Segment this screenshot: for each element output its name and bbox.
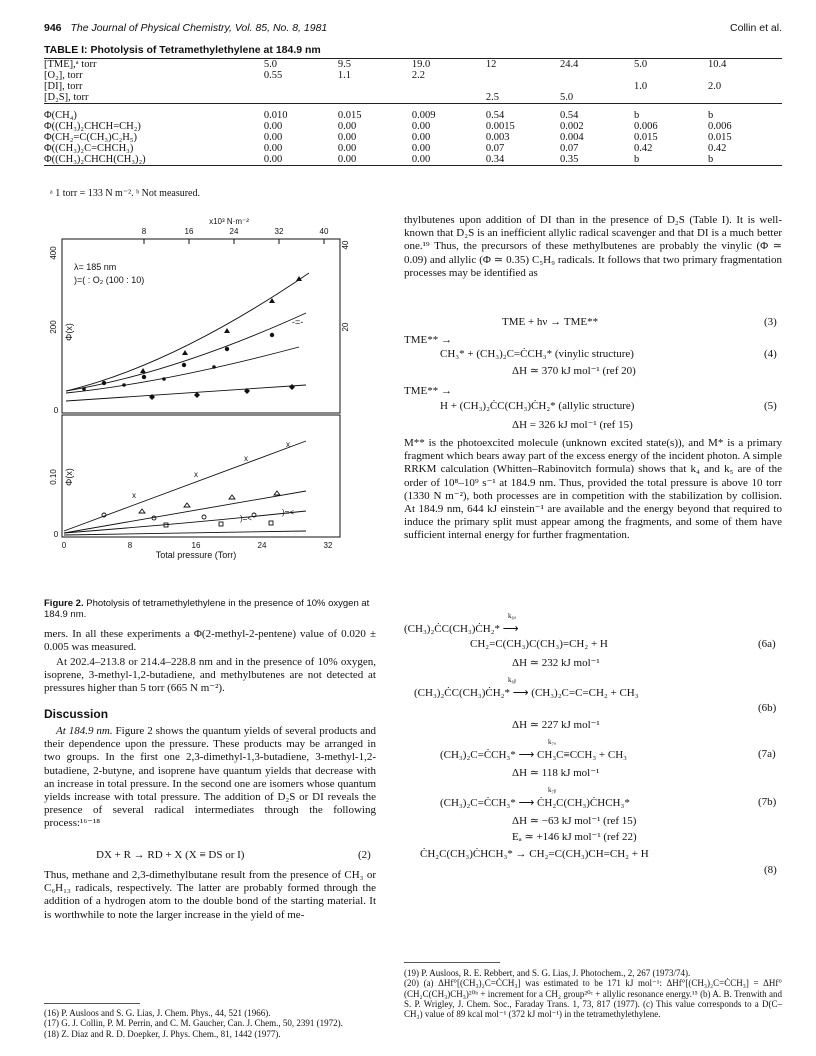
table-cell xyxy=(634,70,708,81)
table-cell xyxy=(708,92,782,104)
top-tick: 32 xyxy=(274,227,284,236)
table-cell xyxy=(560,81,634,92)
equation-6b-number: (6b) xyxy=(758,702,777,714)
right-para-2: M** is the photoexcited molecule (unknown excited state(s)), and M* is a primary fragment which bears away part of the excess energy of the incident photon. A simple RRKM calculation (Whitten–Rabinovitch formula) shows that k₄ and k₅ are of the order of 10⁸–10⁹ s⁻¹ at 184.9 nm. Thus, provided the total pressure is above 10 torr (1330 N m⁻²), both processes are in competition with the stabilization by collision. At 184.9 nm, 644 kJ einstein⁻¹ are available and the energy beyond that required to induce the primary split must appear among the fragments, and some of them have sufficient internal energy for further fragmentation. xyxy=(404,437,782,542)
equation-6a-rate: k₆ₐ xyxy=(508,612,516,620)
table-cell: 0.54 xyxy=(485,110,505,121)
table-cell: 0.35 xyxy=(559,154,579,165)
table-cell: 0.07 xyxy=(559,143,579,154)
upper-y-label: Φ(x) xyxy=(64,323,74,341)
table-cell xyxy=(560,70,634,81)
equation-7b-number: (7b) xyxy=(758,796,777,808)
table-cell: 0.006 xyxy=(633,121,658,132)
table-cell: 2.0 xyxy=(707,81,722,92)
svg-text:x: x xyxy=(244,454,248,463)
row-label: Φ((CH₃)₂CHCH(CH₃)₂) xyxy=(44,154,146,165)
table-cell xyxy=(486,70,560,81)
bottom-tick: 24 xyxy=(257,541,267,550)
table-row xyxy=(44,154,782,166)
row-label: Φ(CH₄) xyxy=(44,110,77,121)
lower-curve-1 xyxy=(64,441,306,531)
top-axis-unit: x10³ N·m⁻² xyxy=(209,217,249,226)
upper-left-tick: 0 xyxy=(53,406,59,415)
right-para-1: thylbutenes upon addition of DI than in the presence of D₂S (Table I). It is well-known that D₂S is an inefficient allylic radical scavenger and that DI is a much better one.¹⁹ Thus, the precursors of these methylbutenes are probably the vinylic (Φ ≃ 0.09) and allylic (Φ ≃ 0.35) C₅H₉ radicals. It follows that two primary fragmentation processes may be identified as xyxy=(404,214,782,279)
equation-8: ĊH₂C(CH₃)ĊHCH₃* → CH₂=C(CH₃)CH=CH₂ + H xyxy=(420,848,649,860)
svg-text:x: x xyxy=(286,440,290,449)
bottom-tick: 8 xyxy=(127,541,133,550)
equation-7a: (CH₃)₂C=ĊCH₃* ⟶ CH₃C≡CCH₃ + CH₃ xyxy=(440,749,627,761)
upper-right-tick: 40 xyxy=(341,240,350,250)
table-cell: 5.0 xyxy=(633,59,648,70)
equation-7b-enthalpy: ΔH ≃ −63 kJ mol⁻¹ (ref 15) xyxy=(512,815,637,827)
top-tick: 24 xyxy=(229,227,239,236)
lower-curve-4 xyxy=(64,531,306,535)
table-cell: 0.00 xyxy=(337,154,357,165)
table-cell: 0.34 xyxy=(485,154,505,165)
table-cell: 0.015 xyxy=(707,132,732,143)
table-cell: 5.0 xyxy=(263,59,277,70)
reference-16: (16) P. Ausloos and S. G. Lias, J. Chem. Phys., 44, 521 (1966). xyxy=(44,1008,271,1018)
equation-5-lhs: TME** → xyxy=(404,385,452,397)
top-tick: 40 xyxy=(319,227,329,236)
lower-left-tick: 0 xyxy=(53,530,59,539)
equation-6a-enthalpy: ΔH ≃ 232 kJ mol⁻¹ xyxy=(512,657,600,669)
upper-legend-wavelength: λ= 185 nm xyxy=(74,262,117,272)
bottom-tick: 32 xyxy=(323,541,333,550)
left-para-3-lead: At 184.9 nm. xyxy=(56,725,113,737)
table-cell: 0.006 xyxy=(707,121,732,132)
table-cell: 0.42 xyxy=(707,143,727,154)
left-references xyxy=(44,1008,376,1039)
svg-text:-=-: -=- xyxy=(292,317,304,327)
table-cell xyxy=(412,81,486,92)
equation-7a-number: (7a) xyxy=(758,748,776,760)
reference-20: (20) (a) ΔHf°[(CH₃)₂C=ĊCH₃] was estimated to be 171 kJ mol⁻¹: ΔHf°[(CH₃)₂C=ĊCH₃] = ΔHf°(CH₂C(CH₃)CH₃)²⁰ᵇ + increment for a CH₂ group²⁰ᶜ + allylic resonance energy.¹⁵ (b) A. B. Trenwith and S. P. Wrigley, J. Chem. Soc., Faraday Trans. 1, 73, 817 (1977). (c) This value corresponds to a D(C–CH₃) value of 89 kcal mol⁻¹ (372 kJ mol⁻¹) in the tetramethylethylene. xyxy=(404,978,782,1020)
equation-2: DX + R → RD + X (X ≡ DS or I) xyxy=(96,849,245,861)
table-cell: 0.00 xyxy=(411,143,431,154)
svg-text:)=<: )=< xyxy=(282,508,295,517)
table-cell xyxy=(708,70,782,81)
table-cell xyxy=(412,92,486,104)
upper-right-tick: 20 xyxy=(341,322,350,332)
table-cell: 0.00 xyxy=(263,154,283,165)
footnote-rule-right xyxy=(404,962,500,963)
table-cell: 1.0 xyxy=(633,81,648,92)
table-cell: 0.015 xyxy=(337,110,362,121)
equation-6a-rhs: CH₂=C(CH₃)C(CH₃)=CH₂ + H xyxy=(470,638,608,650)
equation-7b-rate: k₇ᵦ xyxy=(548,786,556,794)
x-axis-label: Total pressure (Torr) xyxy=(155,550,237,560)
table-cell: 0.015 xyxy=(633,132,658,143)
upper-curve-4 xyxy=(66,385,306,401)
table-cell: 0.55 xyxy=(263,70,283,81)
equation-8-number: (8) xyxy=(764,864,777,876)
running-authors: Collin et al. xyxy=(730,22,782,34)
table-footnote: ᵃ 1 torr = 133 N m⁻². ᵇ Not measured. xyxy=(50,188,200,199)
table-cell: 0.010 xyxy=(263,110,288,121)
reference-19: (19) P. Ausloos, R. E. Rebbert, and S. G. Lias, J. Photochem., 2, 267 (1973/74). xyxy=(404,968,691,978)
equation-5-rhs: H + (CH₃)₂ĊC(CH₃)ĊH₂* (allylic structure) xyxy=(440,400,635,412)
top-tick: 8 xyxy=(141,227,147,236)
table-cell: 5.0 xyxy=(559,92,574,103)
equation-7a-enthalpy: ΔH ≃ 118 kJ mol⁻¹ xyxy=(512,767,600,779)
table-cell: b xyxy=(707,154,714,165)
table-cell: 0.00 xyxy=(411,132,431,143)
left-para-3-body: Figure 2 shows the quantum yields of several products and their dependence upon the pressure. These products may be arranged in two groups. In the first one 2,3-dimethyl-1,3-butadiene, 3-methyl-1,2-butadiene, 2-butyne, and isoprene have quantum yields that decrease with an increase in total pressure. In the second one are isomers whose quantum yields increase with total pressure. The addition of D₂S or DI reveals the presence of several radical intermediates through the following process:¹⁶⁻¹⁸ xyxy=(44,725,376,830)
upper-left-tick: 200 xyxy=(49,320,58,334)
right-references xyxy=(404,968,782,1019)
table-photolysis xyxy=(44,58,782,166)
table-cell: 0.00 xyxy=(263,132,283,143)
table-cell: 0.003 xyxy=(485,132,510,143)
row-label: [DI], torr xyxy=(44,81,83,92)
table-row xyxy=(44,132,782,143)
equation-7b-activation: Eₐ ≃ +146 kJ mol⁻¹ (ref 22) xyxy=(512,831,637,843)
equation-6b: (CH₃)₂ĊC(CH₃)ĊH₂* ⟶ (CH₃)₂C=C=CH₂ + CH₃ xyxy=(414,687,639,699)
left-para-3 xyxy=(44,725,376,831)
lower-panel-frame xyxy=(62,415,340,537)
lower-curve-3 xyxy=(64,511,306,533)
left-para-4: Thus, methane and 2,3-dimethylbutane result from the presence of CH₃ or C₆H₁₃ radicals, respectively. The latter are probably formed through the addition of a hydrogen atom to the double bond of the starting material. It is worthwhile to note the larger increase in the yield of me- xyxy=(44,869,376,921)
row-label: [D₂S], torr xyxy=(44,92,89,103)
figure-caption-text: Photolysis of tetramethylethylene in the presence of 10% oxygen at 184.9 nm. xyxy=(44,598,370,620)
table-cell: 2.2 xyxy=(411,70,426,81)
left-para-1: mers. In all these experiments a Φ(2-methyl-2-pentene) value of 0.020 ± 0.005 was measured. xyxy=(44,628,376,654)
table-cell: 0.54 xyxy=(559,110,579,121)
page-number: 946 xyxy=(44,22,62,34)
table-cell: 0.07 xyxy=(485,143,505,154)
table-cell: b xyxy=(633,154,640,165)
table-cell: 10.4 xyxy=(707,59,727,70)
equation-4-enthalpy: ΔH ≃ 370 kJ mol⁻¹ (ref 20) xyxy=(512,365,636,377)
equation-5-enthalpy: ΔH = 326 kJ mol⁻¹ (ref 15) xyxy=(512,419,633,431)
lower-left-tick: 0.10 xyxy=(49,469,58,485)
svg-text:)=<: )=< xyxy=(240,514,253,523)
table-cell xyxy=(338,81,412,92)
row-label: [TME],ᵃ torr xyxy=(44,59,97,70)
table-cell: 0.0015 xyxy=(485,121,515,132)
upper-left-tick: 400 xyxy=(49,246,58,260)
table-row xyxy=(44,110,782,121)
table-cell xyxy=(486,81,560,92)
journal-title: The Journal of Physical Chemistry, Vol. 85, No. 8, 1981 xyxy=(70,22,328,34)
table-row xyxy=(44,92,782,104)
table-cell xyxy=(264,92,338,104)
table-cell: 0.002 xyxy=(559,121,584,132)
table-cell: 0.00 xyxy=(337,132,357,143)
table-cell: 9.5 xyxy=(337,59,352,70)
figure-caption xyxy=(44,598,376,620)
table-cell: b xyxy=(633,110,640,121)
table-cell xyxy=(634,92,708,104)
table-cell xyxy=(338,92,412,104)
table-row xyxy=(44,81,782,92)
figure-2-plot xyxy=(44,215,376,595)
row-label: Φ((CH₃)₂CHCH=CH₂) xyxy=(44,121,141,132)
svg-text:x: x xyxy=(194,470,198,479)
table-cell: 0.009 xyxy=(411,110,436,121)
table-cell: 0.00 xyxy=(263,121,283,132)
table-row xyxy=(44,121,782,132)
figure-2 xyxy=(44,215,376,595)
equation-6b-enthalpy: ΔH ≃ 227 kJ mol⁻¹ xyxy=(512,719,600,731)
table-row xyxy=(44,143,782,154)
equation-2-number: (2) xyxy=(358,849,371,861)
table-cell: 0.00 xyxy=(411,154,431,165)
table-cell xyxy=(264,81,338,92)
table-cell: 0.004 xyxy=(559,132,584,143)
row-label: Φ(CH₂=C(CH₃)C₂H₅) xyxy=(44,132,137,143)
equation-6a-number: (6a) xyxy=(758,638,776,650)
table-cell: 0.00 xyxy=(263,143,283,154)
equation-6b-rate: k₆ᵦ xyxy=(508,676,516,684)
upper-legend-mixture: )=( : O₂ (100 : 10) xyxy=(74,275,145,285)
reference-18: (18) Z. Diaz and R. D. Doepker, J. Phys. Chem., 81, 1442 (1977). xyxy=(44,1028,281,1039)
lower-y-label: Φ(x) xyxy=(64,468,74,486)
reference-17: (17) G. J. Collin, P. M. Perrin, and C. M. Gaucher, Can. J. Chem., 50, 2391 (1972). xyxy=(44,1018,343,1029)
table-cell: 2.5 xyxy=(485,92,500,103)
table-cell: 19.0 xyxy=(411,59,431,70)
equation-7a-rate: k₇ₐ xyxy=(548,738,556,746)
lower-curve-2 xyxy=(64,491,306,533)
table-cell: 0.00 xyxy=(411,121,431,132)
upper-curve-3 xyxy=(66,347,299,393)
row-label: Φ((CH₃)₂C=CHCH₃) xyxy=(44,143,134,154)
table-cell: b xyxy=(707,110,714,121)
row-label: [O₂], torr xyxy=(44,70,83,81)
bottom-tick: 16 xyxy=(191,541,201,550)
table-row xyxy=(44,59,782,71)
table-cell: 12 xyxy=(485,59,497,70)
svg-text:x: x xyxy=(132,491,136,500)
table-cell: 0.00 xyxy=(337,143,357,154)
section-heading-discussion: Discussion xyxy=(44,707,109,721)
equation-3-number: (3) xyxy=(764,316,777,328)
equation-4-number: (4) xyxy=(764,348,777,360)
figure-caption-label: Figure 2. xyxy=(44,598,84,609)
top-tick: 16 xyxy=(184,227,194,236)
table-cell: 1.1 xyxy=(337,70,352,81)
equation-4-rhs: CH₃* + (CH₃)₂C=ĊCH₃* (vinylic structure) xyxy=(440,348,634,360)
equation-6a-lhs: (CH₃)₂ĊC(CH₃)ĊH₂* ⟶ xyxy=(404,623,519,635)
equation-7b: (CH₃)₂C=ĊCH₃* ⟶ ĊH₂C(CH₃)ĊHCH₃* xyxy=(440,797,630,809)
table-cell: 24.4 xyxy=(559,59,579,70)
table-caption: TABLE I: Photolysis of Tetramethylethylene at 184.9 nm xyxy=(44,44,321,56)
table-cell: 0.42 xyxy=(633,143,653,154)
bottom-tick: 0 xyxy=(61,541,67,550)
table-cell: 0.00 xyxy=(337,121,357,132)
equation-5-number: (5) xyxy=(764,400,777,412)
equation-3: TME + hν → TME** xyxy=(502,316,599,328)
equation-4-lhs: TME** → xyxy=(404,334,452,346)
page-header xyxy=(44,22,782,36)
table-row xyxy=(44,70,782,81)
left-para-2: At 202.4–213.8 or 214.4–228.8 nm and in the presence of 10% oxygen, isoprene, 3-methyl-1,2-butadiene, and methylbutenes are not detected at pressures higher than 5 torr (665 N m⁻²). xyxy=(44,656,376,695)
footnote-rule-left xyxy=(44,1003,140,1004)
